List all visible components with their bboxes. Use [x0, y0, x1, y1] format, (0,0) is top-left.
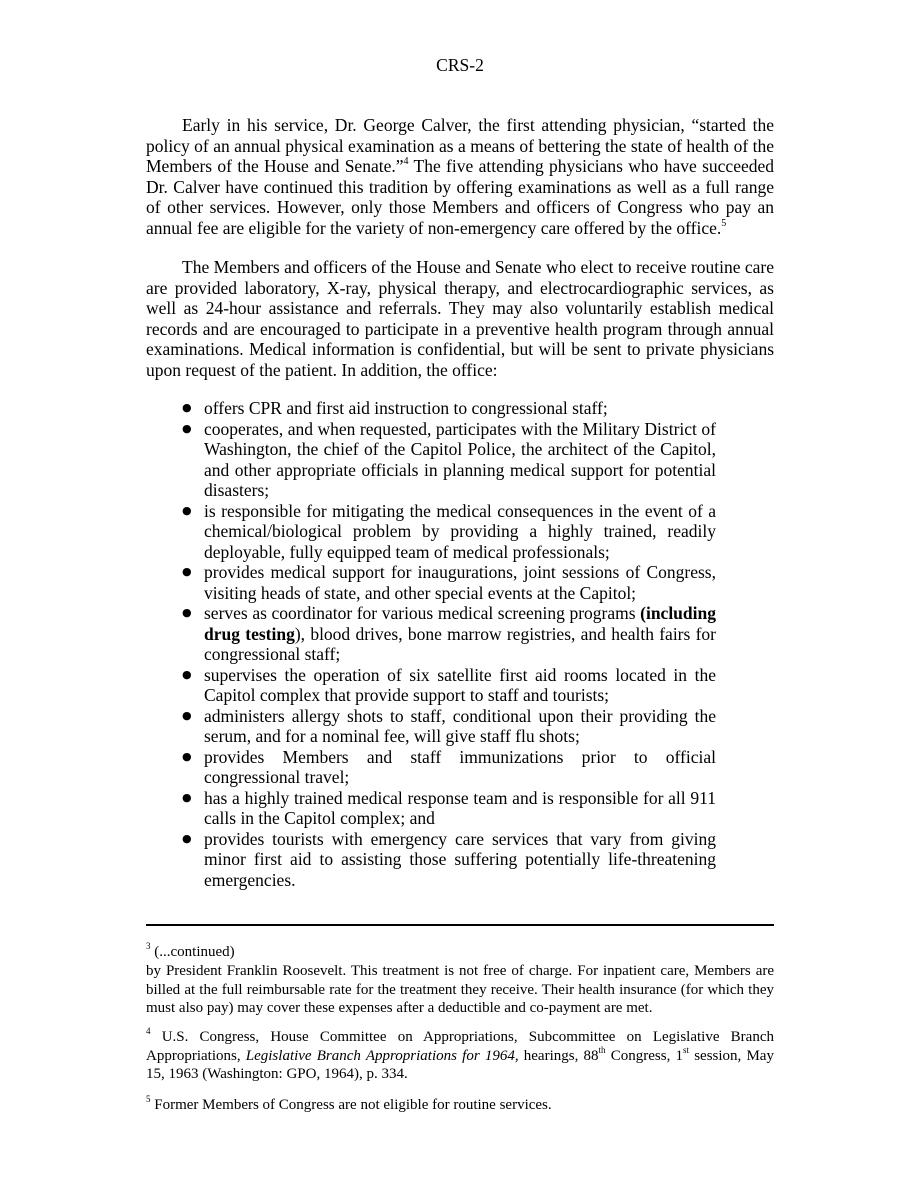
ordinal-suffix: th — [598, 1044, 606, 1055]
paragraph-1-text-a: Early in his service, Dr. George Calver, the first attending physician, “started the policy of an annual physical examination as a means of bettering the state of health of the Members of the House and Senate.” — [146, 115, 774, 176]
services-list — [182, 398, 716, 890]
list-item-text: ), blood drives, bone marrow registries, and health fairs for congressional staff; — [204, 623, 716, 664]
list-item — [182, 603, 716, 665]
footnote-continued-label: (...continued) — [150, 944, 235, 960]
paragraph-2: The Members and officers of the House and Senate who elect to receive routine care are provided laboratory, X-ray, physical therapy, and electrocardiographic services, as well as 24-hour assistance and referrals. They may also voluntarily establish medical records and are encouraged to participate in a preventive health program through annual examinations. Medical information is confidential, but will be sent to private physicians upon request of the patient. In addition, the office: — [146, 257, 774, 380]
paragraph-1-text-b: The five attending physicians who have succeeded Dr. Calver have continued this tradition by offering examinations as well as a full range of other services. However, only those Members and officers of Congress who pay an annual fee are eligible for the variety of non-emergency care offered by the office. — [146, 156, 775, 238]
list-item: ● is responsible for mitigating the medical consequences in the event of a chemical/biological problem by providing a highly trained, readily deployable, fully equipped team of medical professionals; — [182, 501, 716, 563]
footnote-number: 5 — [146, 1094, 151, 1104]
footnote-ref-4[interactable]: 4 — [403, 156, 409, 168]
page-header: CRS-2 — [436, 55, 484, 75]
footnote-3-continued — [146, 943, 774, 962]
footnote-divider — [146, 924, 774, 926]
list-item: ● provides Members and staff immunizations prior to official congressional travel; — [182, 747, 716, 788]
footnote-title-italic: Legislative Branch Appropriations for 1964 — [245, 1047, 515, 1064]
footnote-5 — [146, 1096, 774, 1115]
list-item: ● cooperates, and when requested, participates with the Military District of Washington, the chief of the Capitol Police, the architect of the Capitol, and other appropriate officials in planning medical support for potential disasters; — [182, 419, 716, 501]
paragraph-1 — [146, 115, 774, 238]
list-item-bold-text: (including drug testing — [204, 603, 716, 644]
footnote-text: , hearings, 88 — [514, 1047, 599, 1064]
footnote-ref-5[interactable]: 5 — [721, 217, 727, 229]
footnote-number: 3 — [146, 941, 151, 951]
list-item: ● has a highly trained medical response team and is responsible for all 911 calls in the Capitol complex; and — [182, 788, 716, 829]
footnote-text: U.S. Congress, House Committee on Appropriations, Subcommittee on Legislative Branch Appropriations, — [146, 1029, 774, 1064]
list-item: ● provides tourists with emergency care services that vary from giving minor first aid to assisting those suffering potentially life-threatening emergencies. — [182, 829, 716, 891]
list-item-text: serves as coordinator for various medical screening programs — [204, 603, 641, 623]
footnote-3-text: by President Franklin Roosevelt. This treatment is not free of charge. For inpatient care, Members are billed at the full reimbursable rate for the treatment they receive. Their health insurance (for which they must also pay) may cover these expenses after a deductible and co-payment are met. — [146, 963, 774, 1016]
footnote-number: 4 — [146, 1026, 151, 1036]
ordinal-suffix: st — [683, 1044, 690, 1055]
footnote-text: Former Members of Congress are not eligible for routine services. — [150, 1097, 552, 1113]
list-item: ● supervises the operation of six satellite first aid rooms located in the Capitol complex that provide support to staff and tourists; — [182, 665, 716, 706]
list-item: ● offers CPR and first aid instruction to congressional staff; — [182, 398, 716, 419]
footnote-text: session, May 15, 1963 (Washington: GPO, 1964), p. 334. — [146, 1047, 774, 1082]
list-item: ● provides medical support for inaugurations, joint sessions of Congress, visiting heads of state, and other special events at the Capitol; — [182, 562, 716, 603]
footnote-4 — [146, 1028, 774, 1084]
list-item: ● administers allergy shots to staff, conditional upon their providing the serum, and for a nominal fee, will give staff flu shots; — [182, 706, 716, 747]
footnote-text: Congress, 1 — [605, 1047, 683, 1064]
